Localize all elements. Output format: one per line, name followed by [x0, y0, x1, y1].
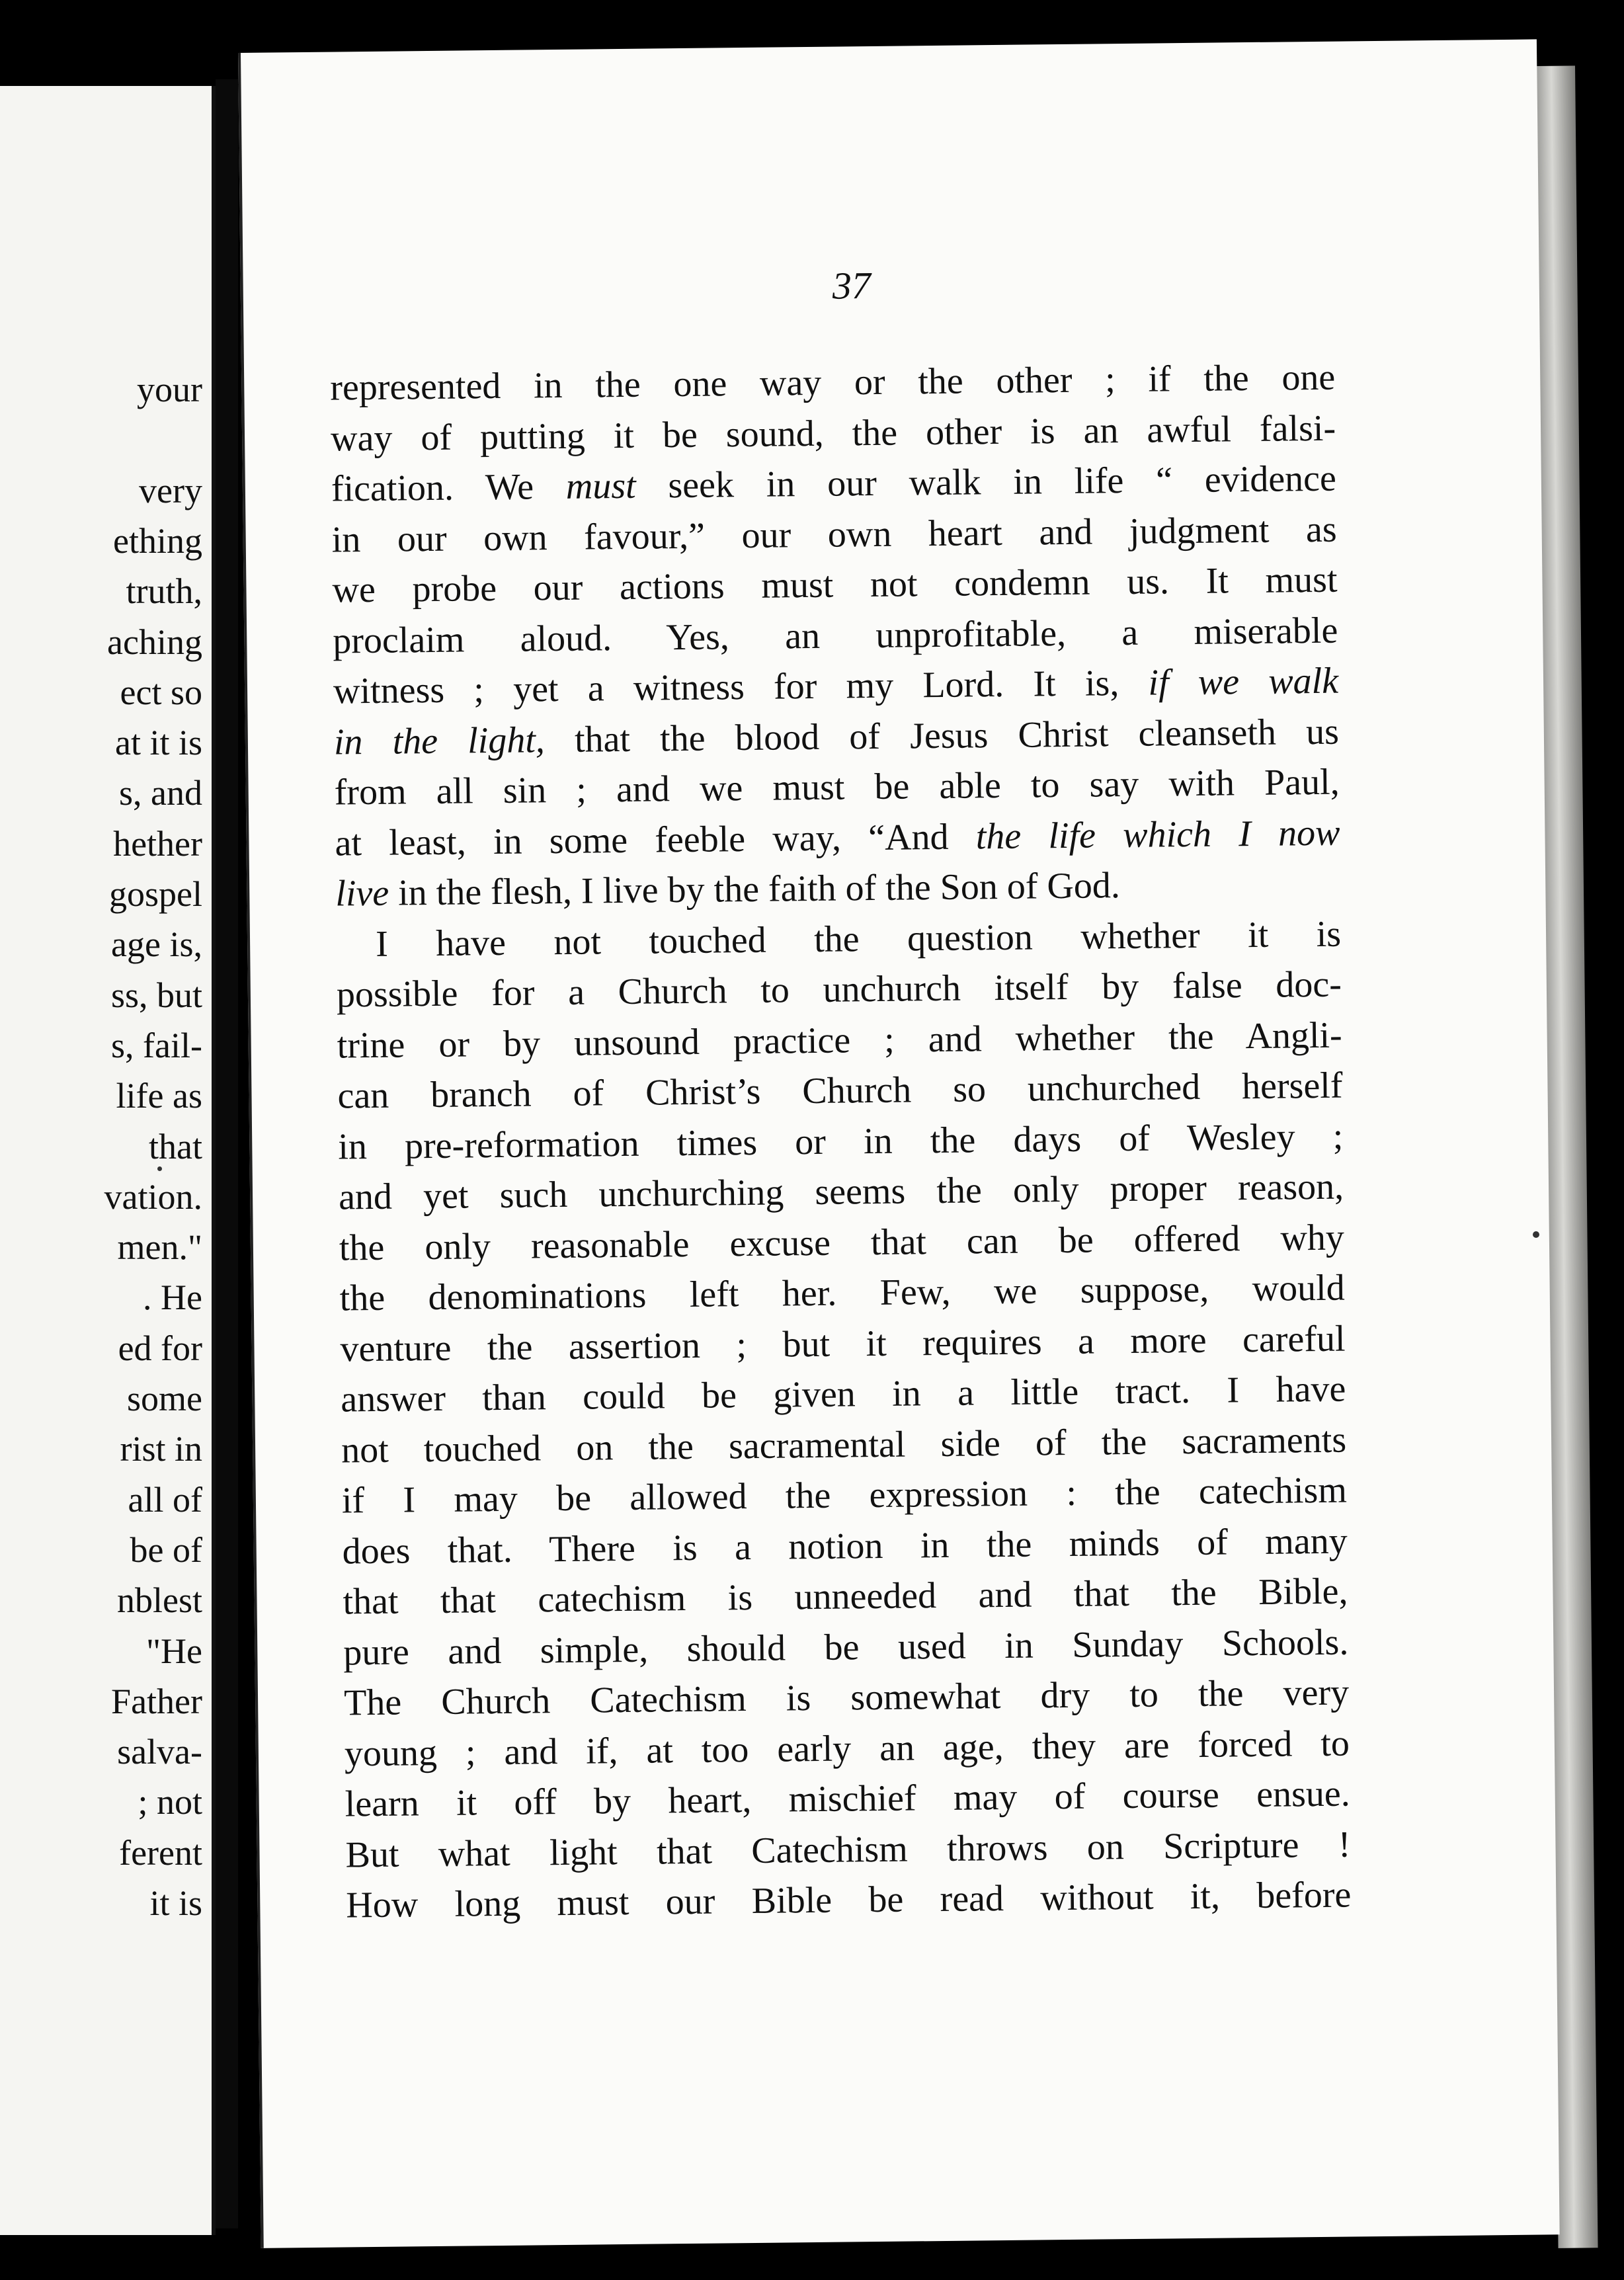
speck-mark — [157, 1166, 162, 1171]
text-run: I have not touched the question whether it is — [375, 913, 1342, 965]
left-page-line: your — [137, 370, 202, 409]
text-run: that that catechism is unneeded and that the Bible, — [343, 1570, 1348, 1623]
italic-text: live — [335, 872, 389, 915]
left-page-line: that — [149, 1126, 202, 1166]
text-run: pure and simple, should be used in Sunday Schools. — [343, 1621, 1349, 1673]
left-page-line: Father — [111, 1681, 202, 1721]
left-page-line: hether — [113, 823, 202, 864]
text-run: young ; and if, at too early an age, they are forced to — [344, 1723, 1350, 1774]
italic-text: must — [565, 465, 636, 507]
text-run: does that. There is a notion in the minds of many — [342, 1520, 1348, 1572]
left-page-line: at it is — [115, 723, 202, 763]
text-run: the denominations left her. Few, we suppose, would — [339, 1267, 1345, 1319]
text-run: proclaim aloud. Yes, an unprofitable, a miserable — [332, 610, 1338, 662]
left-page-line: life as — [116, 1076, 202, 1116]
text-run: that the blood of Jesus Christ cleanseth us — [544, 711, 1340, 760]
left-page-line: be of — [130, 1529, 202, 1570]
text-run: represented in the one way or the other ; if the one — [329, 356, 1336, 409]
text-run: learn it off by heart, mischief may of course ensue. — [345, 1773, 1350, 1825]
left-page-line: ss, but — [110, 975, 202, 1015]
text-run: How long must our Bible be read without it, before — [346, 1874, 1352, 1926]
left-page-line: ; not — [138, 1782, 202, 1822]
left-page-line: truth, — [126, 571, 202, 612]
text-run: in the flesh, I live by the faith of the Son of God. — [388, 865, 1121, 914]
text-run: answer than could be given in a little tract. I have — [341, 1368, 1346, 1420]
left-page-line: men." — [117, 1227, 202, 1268]
left-page-line: nblest — [117, 1580, 202, 1621]
text-run: possible for a Church to unchurch itself by false doc- — [336, 963, 1342, 1016]
text-line — [335, 807, 1340, 868]
book-gutter — [216, 79, 238, 2228]
left-page-line: very — [139, 470, 202, 510]
text-run: seek in our walk in life “ evidence — [635, 458, 1337, 507]
text-run: witness ; yet a witness for my Lord. It is, — [333, 662, 1149, 712]
left-page-line: ferent — [119, 1832, 202, 1873]
text-run: if I may be allowed the expression : the catechism — [341, 1469, 1348, 1522]
body-text — [330, 352, 1352, 1931]
text-run: trine or by unsound practice ; and whether the Angli- — [337, 1014, 1342, 1067]
left-page-line: it is — [149, 1883, 202, 1923]
speck-mark — [1533, 1231, 1539, 1238]
left-page-line: s, fail- — [111, 1025, 202, 1065]
left-page-line: age is, — [111, 924, 202, 965]
right-page — [238, 39, 1560, 2248]
text-run: the only reasonable excuse that can be offered why — [339, 1217, 1345, 1268]
italic-text: in the light, — [333, 719, 546, 763]
italic-text: if we walk — [1148, 660, 1339, 704]
left-page-line: s, and — [119, 773, 202, 813]
text-run: from all sin ; and we must be able to say with Paul, — [334, 761, 1340, 813]
left-page — [0, 86, 216, 2235]
text-run: venture the assertion ; but it requires a more careful — [340, 1318, 1346, 1369]
left-page-line: all of — [128, 1479, 202, 1520]
left-page-line: ething — [113, 520, 202, 561]
text-run: we probe our actions must not condemn us. It must — [332, 559, 1338, 611]
text-run: not touched on the sacramental side of the sacraments — [341, 1419, 1347, 1471]
text-run: fication. We — [331, 466, 567, 510]
text-run: in our own favour,” our own heart and judgment as — [331, 509, 1337, 561]
left-page-line: some — [127, 1379, 202, 1418]
left-page-line: ed for — [118, 1328, 202, 1368]
text-run: But what light that Catechism throws on Scripture ! — [345, 1824, 1351, 1875]
text-run: and yet such unchurching seems the only proper reason, — [338, 1166, 1344, 1218]
left-page-line: rist in — [120, 1429, 202, 1469]
left-page-line: "He — [145, 1631, 202, 1671]
text-run: way of putting it be sound, the other is an awful falsi- — [330, 407, 1336, 460]
left-page-line: ect so — [120, 672, 202, 712]
left-page-line: salva- — [117, 1732, 202, 1772]
text-run: at least, in some feeble way, “And — [335, 815, 977, 864]
left-page-line: . He — [143, 1278, 202, 1318]
text-run: can branch of Christ’s Church so unchurched herself — [337, 1065, 1343, 1117]
text-run: The Church Catechism is somewhat dry to the very — [343, 1672, 1350, 1724]
italic-text: the life which I now — [975, 812, 1340, 857]
text-run: in pre-reformation times or in the days of Wesley ; — [338, 1116, 1344, 1168]
left-page-line: aching — [107, 622, 202, 662]
left-page-line: vation. — [104, 1176, 202, 1217]
text-line — [346, 1870, 1352, 1931]
left-page-line: gospel — [109, 874, 202, 914]
page-number: 37 — [832, 264, 872, 307]
